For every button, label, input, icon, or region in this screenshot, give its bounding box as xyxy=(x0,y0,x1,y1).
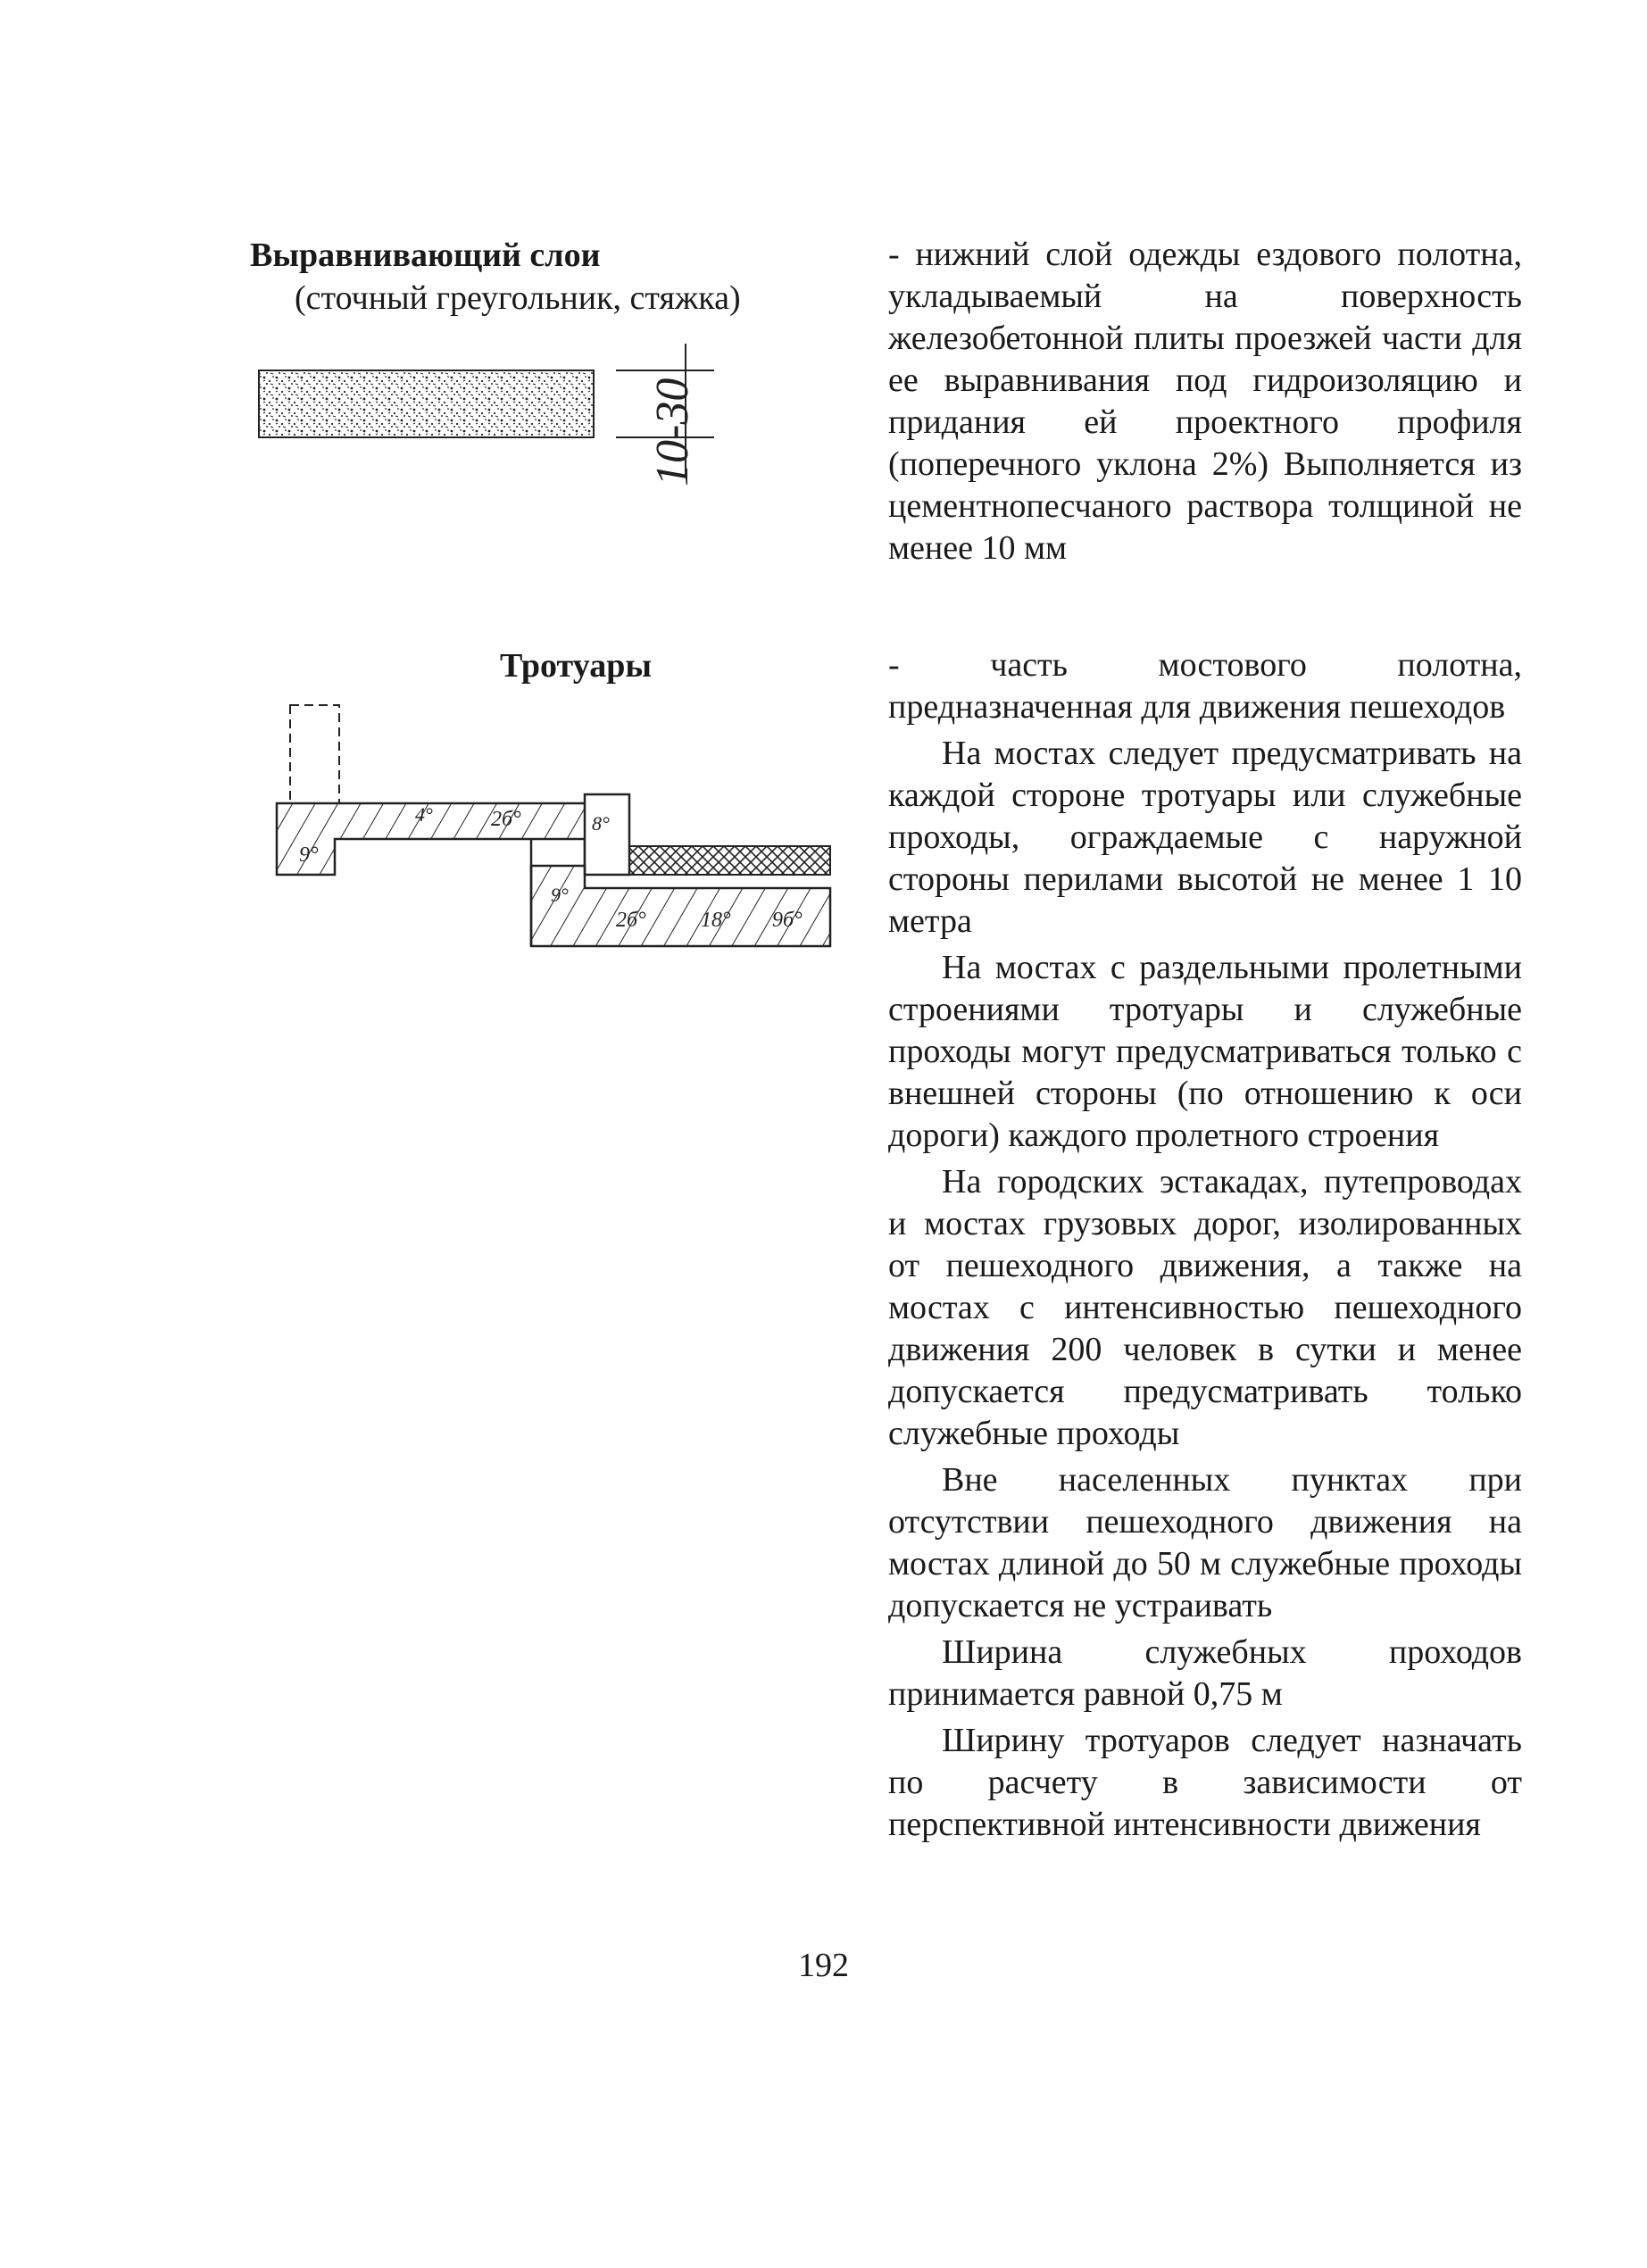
page-number: 192 xyxy=(798,1947,849,1984)
sidewalks-paragraph: На мостах следует предусматривать на каждой стороне тротуары или служебные проходы, ограждаемые с наружной стороны перилами высотой не менее 1 10 метра xyxy=(888,735,1522,940)
diagram-label-3: 2б° xyxy=(491,808,521,831)
diagram-label-1: 9° xyxy=(299,843,319,867)
sidewalks-title: Тротуары xyxy=(500,647,652,685)
screed-layer-shape xyxy=(259,370,594,437)
pavement-layer-shape xyxy=(629,846,830,875)
diagram-label-6: 2б° xyxy=(616,909,646,932)
diagram-label-2: 4° xyxy=(415,803,433,826)
leveling-layer-title: Выравнивающий слои xyxy=(250,237,601,274)
sidewalks-definition: - часть мостового полотна, предназначенная для движения пешеходов xyxy=(888,646,1522,726)
sidewalks-paragraph: На мостах с раздельными пролетными строениями тротуары и служебные проходы могут предусматриваться только с внешней стороны (по отношению к оси дороги) каждого пролетного строения xyxy=(888,949,1522,1154)
leveling-layer-subtitle: (сточный греугольник, стяжка) xyxy=(295,279,741,317)
sidewalk-cross-section-diagram xyxy=(263,696,853,964)
thickness-dimension-label: 10-30 xyxy=(647,378,698,486)
leveling-layer-text xyxy=(888,234,1522,574)
curb-block-shape xyxy=(585,794,629,875)
sidewalks-paragraph: На городских эстакадах, путепроводах и мостах грузовых дорог, изолированных от пешеходного движения, а также на мостах с интенсивностью пешеходного движения 200 человек в сутки и менее допускается предусматривать только служебные проходы xyxy=(888,1163,1522,1452)
diagram-label-7: 18° xyxy=(701,909,731,932)
leveling-layer-diagram xyxy=(250,321,750,491)
sidewalks-text xyxy=(888,644,1522,1850)
sidewalk-slab-shape xyxy=(277,803,594,875)
leveling-layer-definition: - нижний слой одежды ездового полотна, укладываемый на поверхность железобетонной плиты проезжей части для ее выравнивания под гидроизоляцию и придания ей проектного профиля (поперечного уклона 2%) Выполняется из цементнопесчаного раствора толщиной не менее 10 мм xyxy=(888,236,1522,567)
sidewalks-paragraph: Вне населенных пунктах при отсутствии пешеходного движения на мостах длиной до 50 м служебные проходы допускается не устраивать xyxy=(888,1461,1522,1624)
deck-slab-shape xyxy=(531,866,830,946)
sidewalks-paragraph: Ширина служебных проходов принимается равной 0,75 м xyxy=(888,1633,1522,1713)
diagram-label-4: 9° xyxy=(551,884,569,906)
sidewalks-paragraph: Ширину тротуаров следует назначать по расчету в зависимости от перспективной интенсивности движения xyxy=(888,1722,1522,1843)
diagram-label-5: 8° xyxy=(592,812,610,835)
railing-post-shape xyxy=(290,705,339,803)
diagram-label-8: 9б° xyxy=(772,909,803,932)
